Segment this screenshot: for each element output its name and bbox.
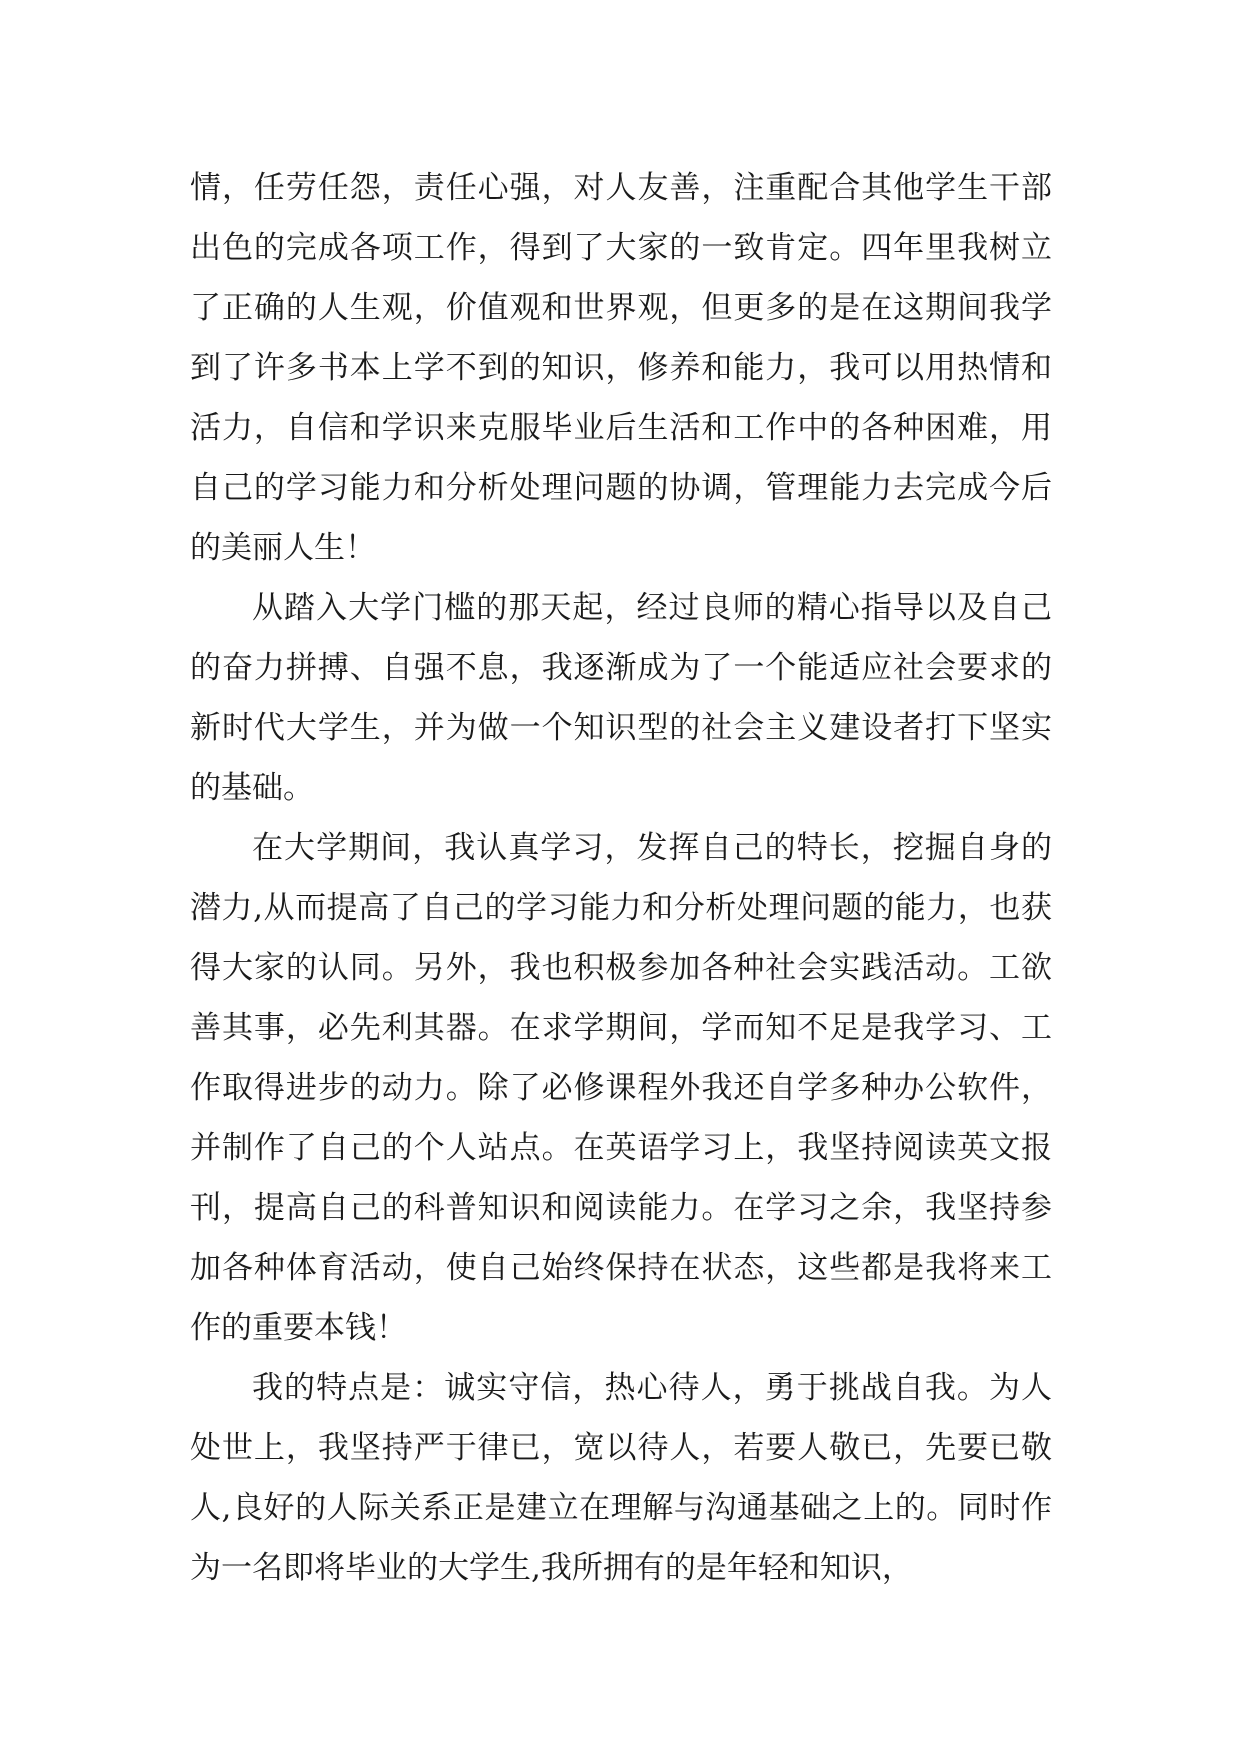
paragraph-4: 我的特点是：诚实守信，热心待人，勇于挑战自我。为人处世上，我坚持严于律已，宽以待人，若要人敬已，先要已敬人,良好的人际关系正是建立在理解与沟通基础之上的。同时作为一名即将毕业的大学生,我所拥有的是年轻和知识， <box>190 1370 1052 1586</box>
paragraph-1: 情，任劳任怨，责任心强，对人友善，注重配合其他学生干部出色的完成各项工作，得到了大家的一致肯定。四年里我树立了正确的人生观，价值观和世界观，但更多的是在这期间我学到了许多书本上学不到的知识，修养和能力，我可以用热情和活力，自信和学识来克服毕业后生活和工作中的各种困难，用自己的学习能力和分析处理问题的协调，管理能力去完成今后的美丽人生！ <box>190 170 1052 566</box>
paragraph-2: 从踏入大学门槛的那天起，经过良师的精心指导以及自己的奋力拼搏、自强不息，我逐渐成为了一个能适应社会要求的新时代大学生，并为做一个知识型的社会主义建设者打下坚实的基础。 <box>190 590 1052 806</box>
paragraph-3: 在大学期间，我认真学习，发挥自己的特长，挖掘自身的潜力,从而提高了自己的学习能力和分析处理问题的能力，也获得大家的认同。另外，我也积极参加各种社会实践活动。工欲善其事，必先利其器。在求学期间，学而知不足是我学习、工作取得进步的动力。除了必修课程外我还自学多种办公软件，并制作了自己的个人站点。在英语学习上，我坚持阅读英文报刊，提高自己的科普知识和阅读能力。在学习之余，我坚持参加各种体育活动，使自己始终保持在状态，这些都是我将来工作的重要本钱！ <box>190 830 1052 1346</box>
document-body <box>190 158 1052 1598</box>
